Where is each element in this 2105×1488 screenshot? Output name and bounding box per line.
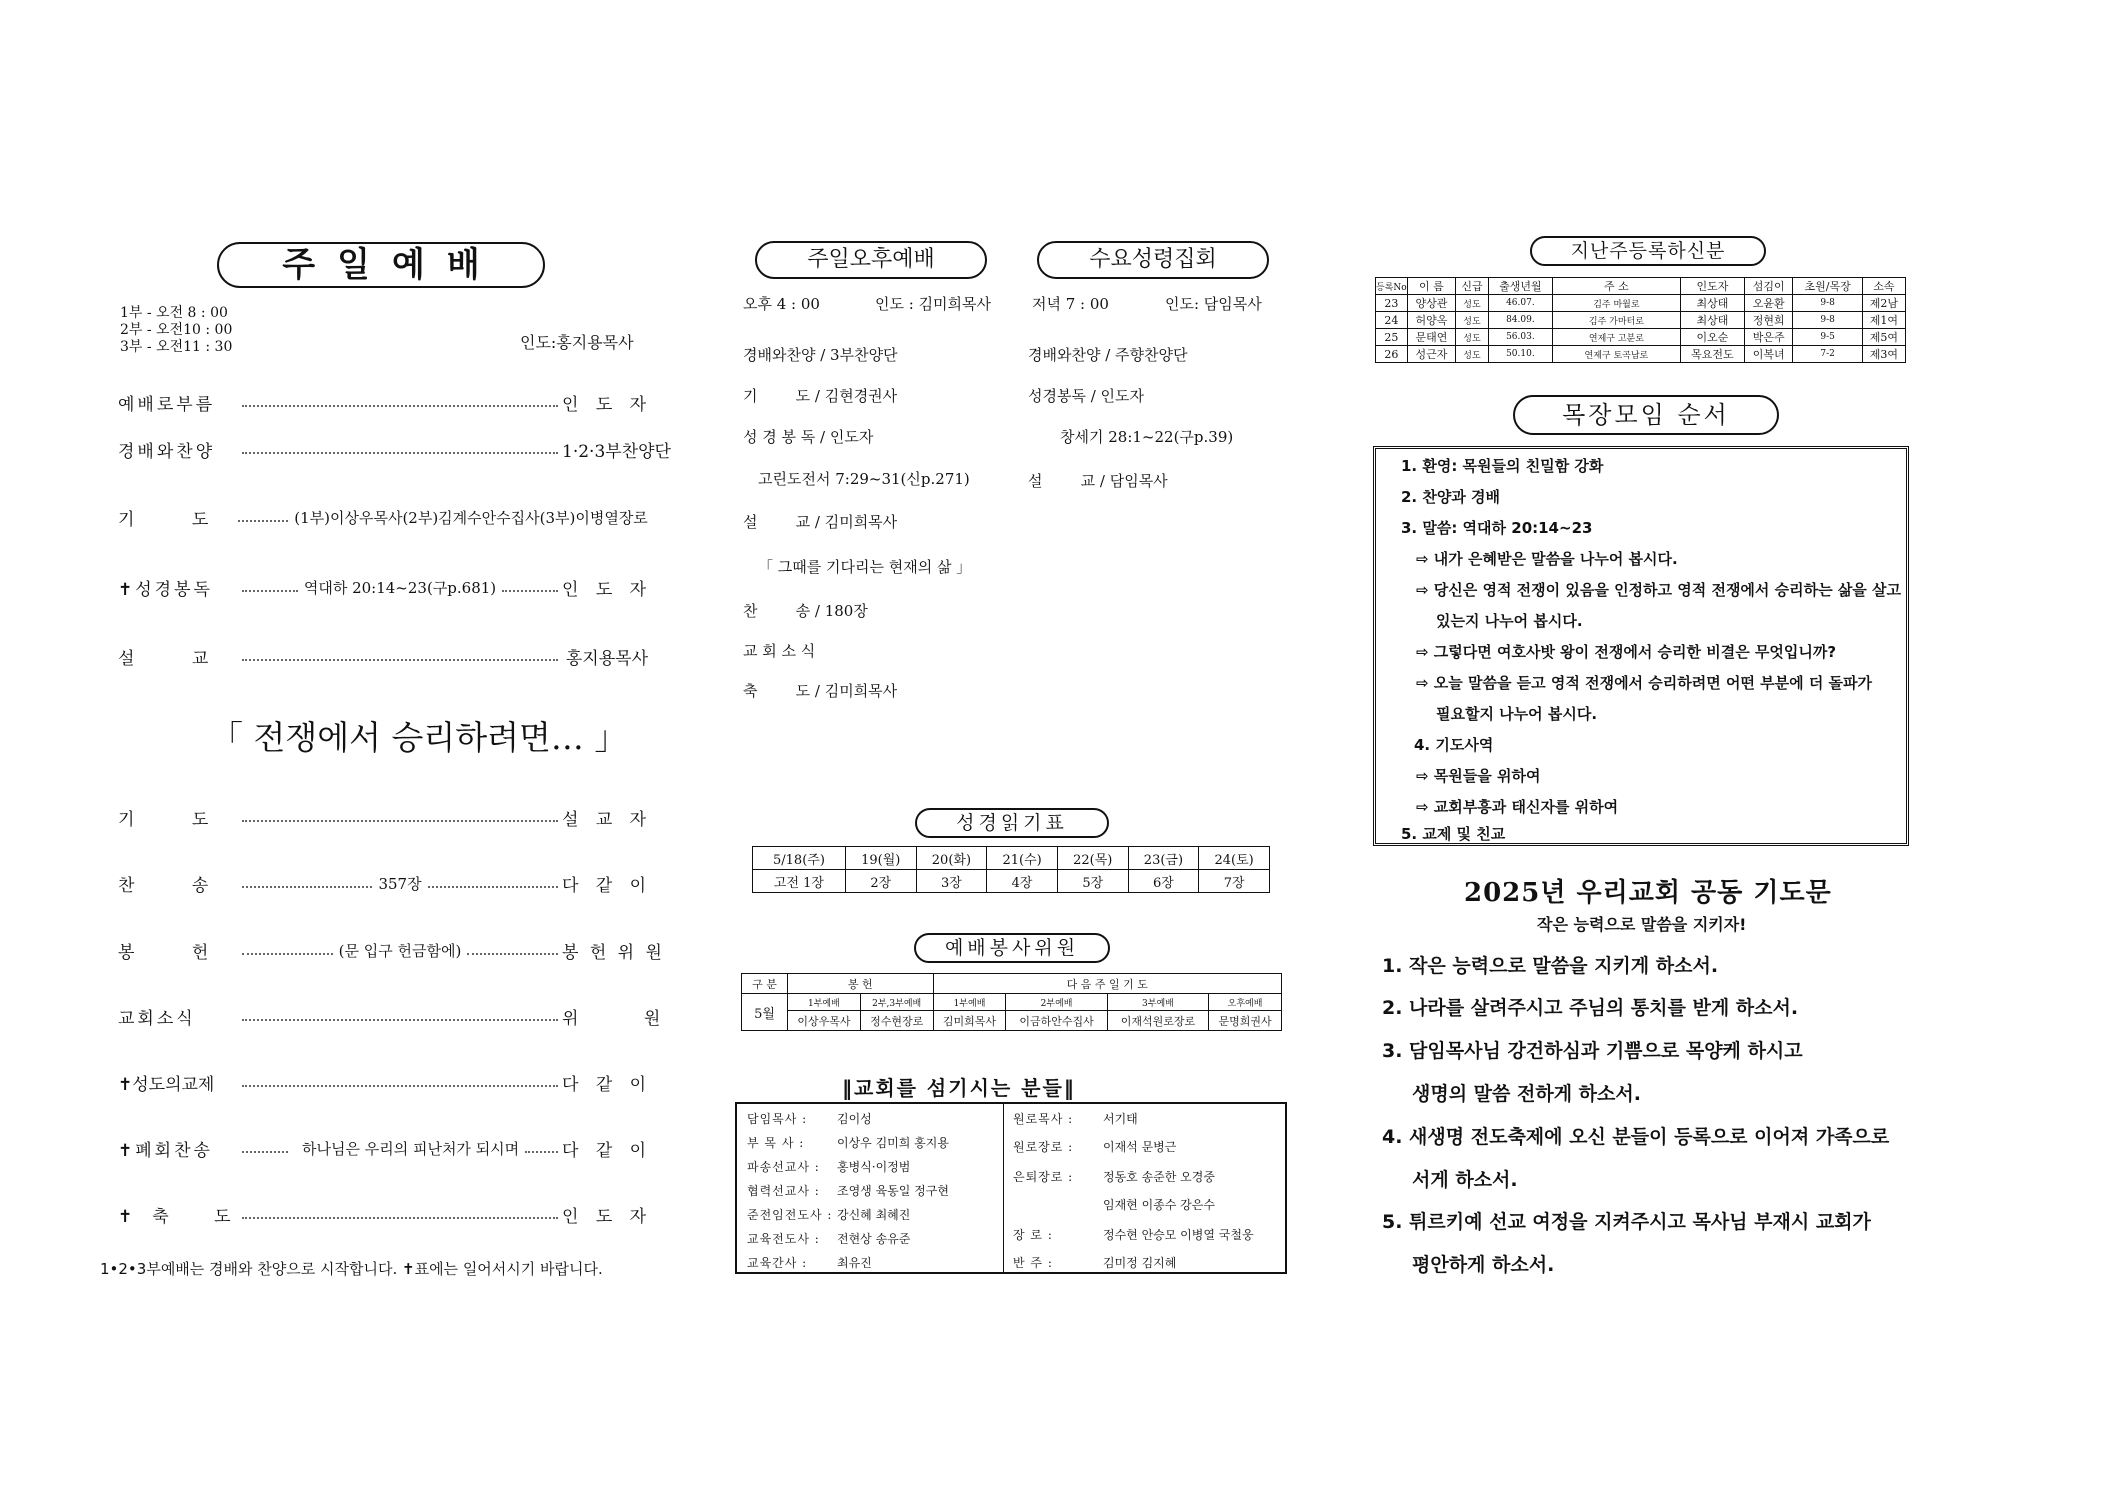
order-row — [118, 1201, 653, 1227]
servant-role: 협력선교사 : — [747, 1184, 820, 1198]
leader-dots — [502, 590, 558, 592]
servant-row — [747, 1110, 872, 1127]
order-row — [118, 1069, 653, 1095]
servant-role: 장 로 : — [1013, 1228, 1053, 1242]
cell: 성도 — [1456, 312, 1489, 329]
order-right: 다 같 이 — [562, 1074, 653, 1095]
order-label: ✝축 도 — [118, 1206, 251, 1227]
order-mid: (문 입구 헌금함에) — [338, 941, 462, 960]
service-time-2: 2부 - 오전10 : 00 — [120, 322, 233, 338]
reading-cell: 7장 — [1199, 870, 1270, 893]
order-label: 경배와찬양 — [118, 441, 216, 462]
servant-role: 준전임전도사 : — [747, 1208, 833, 1222]
subheader-cell: 1부예배 — [788, 994, 861, 1011]
afternoon-line: 「 그때를 기다리는 현재의 삶 」 — [758, 558, 972, 576]
cell-line: 4. 기도사역 — [1414, 736, 1494, 754]
servant-names: 이재석 문병근 — [1103, 1140, 1177, 1154]
order-right: 인 도 자 — [562, 394, 653, 415]
header-cell: 구 분 — [742, 974, 788, 994]
servant-names: 이상우 김미희 홍지용 — [837, 1136, 949, 1150]
servant-names: 홍병식·이정범 — [837, 1160, 911, 1174]
cell-meeting-box — [1373, 446, 1909, 846]
cell: 23 — [1376, 295, 1408, 312]
afternoon-line: 찬 송 / 180장 — [743, 602, 868, 620]
order-row — [118, 436, 671, 462]
header-cell: 소속 — [1862, 278, 1905, 295]
sunday-leader: 인도:홍지용목사 — [520, 333, 634, 352]
order-right: 다 같 이 — [562, 875, 653, 896]
afternoon-leader: 인도 : 김미희목사 — [875, 295, 992, 313]
order-label: 기 도 — [118, 809, 235, 830]
afternoon-service-title: 주일오후예배 — [755, 241, 987, 279]
order-label: ✝폐회찬송 — [118, 1140, 213, 1161]
sunday-service-title: 주일예배 — [217, 242, 545, 288]
newcomer-row — [1376, 329, 1906, 346]
order-right: 1·2·3부찬양단 — [562, 441, 671, 462]
afternoon-line: 성 경 봉 독 / 인도자 — [743, 428, 874, 446]
servant-role: 원로목사 : — [1013, 1112, 1074, 1126]
servant-row — [1013, 1254, 1176, 1271]
order-row — [118, 389, 653, 415]
cell-line: 1. 환영: 목원들의 친밀함 강화 — [1401, 457, 1604, 475]
cell: 84.09. — [1488, 312, 1552, 329]
servant-names: 전현상 송유준 — [837, 1232, 911, 1246]
order-mid: (1부)이상우목사(2부)김계수안수집사(3부)이병열장로 — [294, 508, 648, 527]
cell-line: ⇨ 당신은 영적 전쟁이 있음을 인정하고 영적 전쟁에서 승리하는 삶을 살고 — [1416, 581, 1902, 599]
leader-dots — [242, 820, 558, 822]
cell-line: ⇨ 그렇다면 여호사밧 왕이 전쟁에서 승리한 비결은 무엇입니까? — [1416, 643, 1837, 661]
subheader-cell: 오후예배 — [1209, 994, 1282, 1011]
cell-line: 5. 교제 및 친교 — [1401, 825, 1506, 843]
servant-role: 반 주 : — [1013, 1256, 1053, 1270]
sunday-note: 1•2•3부예배는 경배와 찬양으로 시작합니다. ✝표에는 일어서시기 바랍니다. — [100, 1260, 603, 1278]
servant-names: 정수현 안승모 이병열 국철웅 — [1103, 1228, 1254, 1242]
order-right: 홍지용목사 — [565, 648, 648, 669]
order-mid: 역대하 20:14~23(구p.681) — [303, 578, 497, 597]
cell: 46.07. — [1488, 295, 1552, 312]
order-label: ✝성도의교제 — [118, 1074, 215, 1095]
servant-row — [747, 1134, 949, 1151]
newcomer-row — [1376, 312, 1906, 329]
cell: 김주 가마터로 — [1552, 312, 1680, 329]
month-cell: 5월 — [742, 994, 788, 1031]
cell: 정현희 — [1744, 312, 1792, 329]
cell: 제1여 — [1862, 312, 1905, 329]
prayer-subtitle: 작은 능력으로 말씀을 지키자! — [1537, 915, 1747, 934]
afternoon-line: 교 회 소 식 — [743, 642, 816, 660]
servants-title: ‖교회를 섬기시는 분들‖ — [842, 1076, 1076, 1100]
name-cell: 정수현장로 — [860, 1011, 933, 1031]
servant-role: 은퇴장로 : — [1013, 1170, 1074, 1184]
cell: 박은주 — [1744, 329, 1792, 346]
cell: 7-2 — [1793, 346, 1863, 363]
day-cell: 23(금) — [1128, 847, 1199, 870]
order-right: 인 도 자 — [562, 579, 653, 600]
afternoon-line: 기 도 / 김현경권사 — [743, 387, 898, 405]
cell: 최상태 — [1680, 312, 1744, 329]
prayer-line: 생명의 말씀 전하게 하소서. — [1412, 1083, 1641, 1105]
subheader-cell: 3부예배 — [1107, 994, 1208, 1011]
order-right: 설 교 자 — [562, 809, 653, 830]
servant-role: 교육간사 : — [747, 1256, 808, 1270]
cell: 24 — [1376, 312, 1408, 329]
cell: 성근자 — [1407, 346, 1455, 363]
volunteers-title: 예배봉사위원 — [914, 933, 1110, 963]
servant-row — [747, 1206, 910, 1223]
day-cell: 22(목) — [1057, 847, 1128, 870]
wednesday-time: 저녁 7 : 00 — [1032, 295, 1109, 313]
servant-row — [1013, 1138, 1176, 1155]
cell: 9-8 — [1793, 295, 1863, 312]
cell: 56.03. — [1488, 329, 1552, 346]
cell: 최상태 — [1680, 295, 1744, 312]
servant-names: 최유진 — [837, 1256, 872, 1270]
order-label: 기 도 — [118, 509, 235, 530]
leader-dots — [525, 1151, 558, 1153]
prayer-line: 서게 하소서. — [1412, 1169, 1518, 1191]
cell: 26 — [1376, 346, 1408, 363]
order-right: 다 같 이 — [562, 1140, 653, 1161]
order-label: ✝성경봉독 — [118, 579, 213, 600]
servant-row — [1013, 1110, 1138, 1127]
leader-dots — [242, 886, 372, 888]
cell: 연제구 토곡남로 — [1552, 346, 1680, 363]
day-cell: 20(화) — [916, 847, 987, 870]
cell: 성도 — [1456, 329, 1489, 346]
cell-line: 필요할지 나누어 봅시다. — [1436, 705, 1598, 723]
servant-role: 담임목사 : — [747, 1112, 808, 1126]
leader-dots — [242, 1151, 288, 1153]
wednesday-service-title: 수요성령집회 — [1037, 241, 1269, 279]
cell: 목요전도 — [1680, 346, 1744, 363]
prayer-line: 1. 작은 능력으로 말씀을 지키게 하소서. — [1382, 955, 1719, 977]
header-cell: 섬김이 — [1744, 278, 1792, 295]
cell: 제2남 — [1862, 295, 1905, 312]
order-row — [118, 1135, 653, 1161]
order-row — [118, 1003, 691, 1029]
service-times — [120, 305, 232, 356]
afternoon-line: 경배와찬양 / 3부찬양단 — [743, 346, 898, 364]
cell-line: 있는지 나누어 봅시다. — [1436, 612, 1583, 630]
wednesday-line: 창세기 28:1~22(구p.39) — [1060, 428, 1234, 446]
order-row — [118, 643, 648, 669]
leader-dots — [238, 520, 288, 522]
day-cell: 21(수) — [987, 847, 1058, 870]
servant-names: 정동호 송준한 오경중 — [1103, 1170, 1215, 1184]
order-label: 예배로부름 — [118, 394, 216, 415]
prayer-line: 평안하게 하소서. — [1412, 1254, 1555, 1276]
order-label: 봉 헌 — [118, 942, 235, 963]
servant-names: 강신혜 최혜진 — [837, 1208, 911, 1222]
cell: 이복녀 — [1744, 346, 1792, 363]
cell: 문태연 — [1407, 329, 1455, 346]
afternoon-line: 고린도전서 7:29~31(신p.271) — [758, 470, 970, 488]
wednesday-leader: 인도: 담임목사 — [1165, 295, 1262, 313]
cell: 제3여 — [1862, 346, 1905, 363]
volunteers-table — [741, 973, 1282, 1031]
cell: 25 — [1376, 329, 1408, 346]
name-cell: 이재석원로장로 — [1107, 1011, 1208, 1031]
servant-row — [1013, 1226, 1254, 1243]
order-row — [118, 504, 648, 530]
servant-role: 부 목 사 : — [747, 1136, 805, 1150]
cell-line: 2. 찬양과 경배 — [1401, 488, 1501, 506]
cell: 성도 — [1456, 295, 1489, 312]
order-row — [118, 574, 653, 600]
order-label: 찬 송 — [118, 875, 235, 896]
cell: 허양옥 — [1407, 312, 1455, 329]
header-cell: 출생년월 — [1488, 278, 1552, 295]
header-cell: 다 음 주 일 기 도 — [933, 974, 1281, 994]
service-time-1: 1부 - 오전 8 : 00 — [120, 305, 228, 321]
cell: 50.10. — [1488, 346, 1552, 363]
newcomer-row — [1376, 346, 1906, 363]
leader-dots — [242, 1217, 558, 1219]
cell: 김주 마월로 — [1552, 295, 1680, 312]
prayer-line: 4. 새생명 전도축제에 오신 분들이 등록으로 이어져 가족으로 — [1382, 1126, 1890, 1148]
newcomers-title: 지난주등록하신분 — [1530, 236, 1766, 266]
header-cell: 봉 헌 — [788, 974, 934, 994]
service-time-3: 3부 - 오전11 : 30 — [120, 339, 233, 355]
cell: 9-5 — [1793, 329, 1863, 346]
servant-row — [1013, 1196, 1215, 1213]
servant-role: 원로장로 : — [1013, 1140, 1074, 1154]
afternoon-line: 설 교 / 김미희목사 — [743, 513, 898, 531]
prayer-title: 2025년 우리교회 공동 기도문 — [1464, 878, 1832, 908]
reading-cell: 4장 — [987, 870, 1058, 893]
leader-dots — [467, 953, 558, 955]
servant-names: 서기태 — [1103, 1112, 1138, 1126]
subheader-cell: 1부예배 — [933, 994, 1006, 1011]
servant-row — [747, 1254, 872, 1271]
sermon-title: 「 전쟁에서 승리하려면… 」 — [210, 718, 628, 757]
header-cell: 인도자 — [1680, 278, 1744, 295]
servant-names: 조영생 육동일 정구현 — [837, 1184, 949, 1198]
order-row — [118, 870, 653, 896]
cell-meeting-title: 목장모임 순서 — [1513, 395, 1779, 435]
day-cell: 5/18(주) — [753, 847, 846, 870]
leader-dots — [242, 452, 558, 454]
cell: 이오순 — [1680, 329, 1744, 346]
cell-line: 3. 말씀: 역대하 20:14~23 — [1401, 519, 1593, 537]
reading-cell: 3장 — [916, 870, 987, 893]
volunteers-header-row — [742, 974, 1282, 994]
servant-row — [747, 1230, 910, 1247]
day-cell: 24(토) — [1199, 847, 1270, 870]
newcomers-table — [1375, 277, 1906, 363]
servant-names: 김이성 — [837, 1112, 872, 1126]
name-cell: 문명희권사 — [1209, 1011, 1282, 1031]
cell-line: ⇨ 오늘 말씀을 듣고 영적 전쟁에서 승리하려면 어떤 부분에 더 돌파가 — [1416, 674, 1873, 692]
leader-dots — [242, 1019, 558, 1021]
name-cell: 이상우목사 — [788, 1011, 861, 1031]
day-cell: 19(월) — [845, 847, 916, 870]
bible-reading-table — [752, 846, 1270, 893]
leader-dots — [242, 590, 298, 592]
bible-days-row — [753, 847, 1270, 870]
order-row — [118, 804, 653, 830]
servant-names: 임재현 이종수 강은수 — [1103, 1198, 1215, 1212]
header-cell: 신급 — [1456, 278, 1489, 295]
leader-dots — [428, 886, 558, 888]
afternoon-time: 오후 4 : 00 — [743, 295, 820, 313]
servant-row — [747, 1182, 949, 1199]
cell: 성도 — [1456, 346, 1489, 363]
reading-cell: 고전 1장 — [753, 870, 846, 893]
cell: 9-8 — [1793, 312, 1863, 329]
servants-box — [735, 1102, 1287, 1274]
prayer-line: 2. 나라를 살려주시고 주님의 통치를 받게 하소서. — [1382, 997, 1799, 1019]
order-row — [118, 937, 665, 963]
newcomer-row — [1376, 295, 1906, 312]
leader-dots — [242, 659, 558, 661]
servant-row — [747, 1158, 910, 1175]
reading-cell: 6장 — [1128, 870, 1199, 893]
cell: 연제구 고분로 — [1552, 329, 1680, 346]
servant-role: 파송선교사 : — [747, 1160, 820, 1174]
subheader-cell: 2부,3부예배 — [860, 994, 933, 1011]
cell: 제5여 — [1862, 329, 1905, 346]
leader-dots — [242, 1085, 558, 1087]
cell: 오윤환 — [1744, 295, 1792, 312]
reading-cell: 2장 — [845, 870, 916, 893]
order-mid: 357장 — [378, 874, 422, 893]
servant-row — [1013, 1168, 1215, 1185]
header-cell: 이 름 — [1407, 278, 1455, 295]
prayer-line: 3. 담임목사님 강건하심과 기쁨으로 목양케 하시고 — [1382, 1040, 1803, 1062]
order-right: 위 원 — [562, 1008, 691, 1029]
header-cell: 주 소 — [1552, 278, 1680, 295]
wednesday-line: 설 교 / 담임목사 — [1028, 472, 1168, 490]
prayer-line: 5. 튀르키예 선교 여정을 지켜주시고 목사님 부재시 교회가 — [1382, 1211, 1871, 1233]
wednesday-line: 성경봉독 / 인도자 — [1028, 387, 1145, 405]
subheader-cell: 2부예배 — [1006, 994, 1107, 1011]
volunteers-sub-row — [742, 994, 1282, 1011]
header-cell: 초원/목장 — [1793, 278, 1863, 295]
servant-role: 교육전도사 : — [747, 1232, 820, 1246]
newcomers-header-row — [1376, 278, 1906, 295]
cell: 양상관 — [1407, 295, 1455, 312]
servant-names: 김미정 김지혜 — [1103, 1256, 1177, 1270]
wednesday-line: 경배와찬양 / 주향찬양단 — [1028, 346, 1188, 364]
order-right: 인 도 자 — [562, 1206, 653, 1227]
reading-cell: 5장 — [1057, 870, 1128, 893]
cell-line: ⇨ 교회부흥과 태신자를 위하여 — [1416, 798, 1619, 816]
order-label: 교회소식 — [118, 1008, 196, 1029]
afternoon-line: 축 도 / 김미희목사 — [743, 682, 898, 700]
name-cell: 이금하안수집사 — [1006, 1011, 1107, 1031]
order-label: 설 교 — [118, 648, 235, 669]
bible-reading-title: 성경읽기표 — [915, 808, 1109, 838]
leader-dots — [242, 405, 558, 407]
order-right: 봉 헌 위 원 — [562, 942, 665, 963]
cell-line: ⇨ 내가 은혜받은 말씀을 나누어 봅시다. — [1416, 550, 1678, 568]
leader-dots — [242, 953, 333, 955]
header-cell: 등록No — [1376, 278, 1408, 295]
cell-line: ⇨ 목원들을 위하여 — [1416, 767, 1541, 785]
order-mid: 하나님은 우리의 피난처가 되시며 — [302, 1139, 520, 1158]
servants-divider — [1003, 1104, 1004, 1272]
bible-readings-row — [753, 870, 1270, 893]
volunteers-names-row — [742, 1011, 1282, 1031]
name-cell: 김미희목사 — [933, 1011, 1006, 1031]
